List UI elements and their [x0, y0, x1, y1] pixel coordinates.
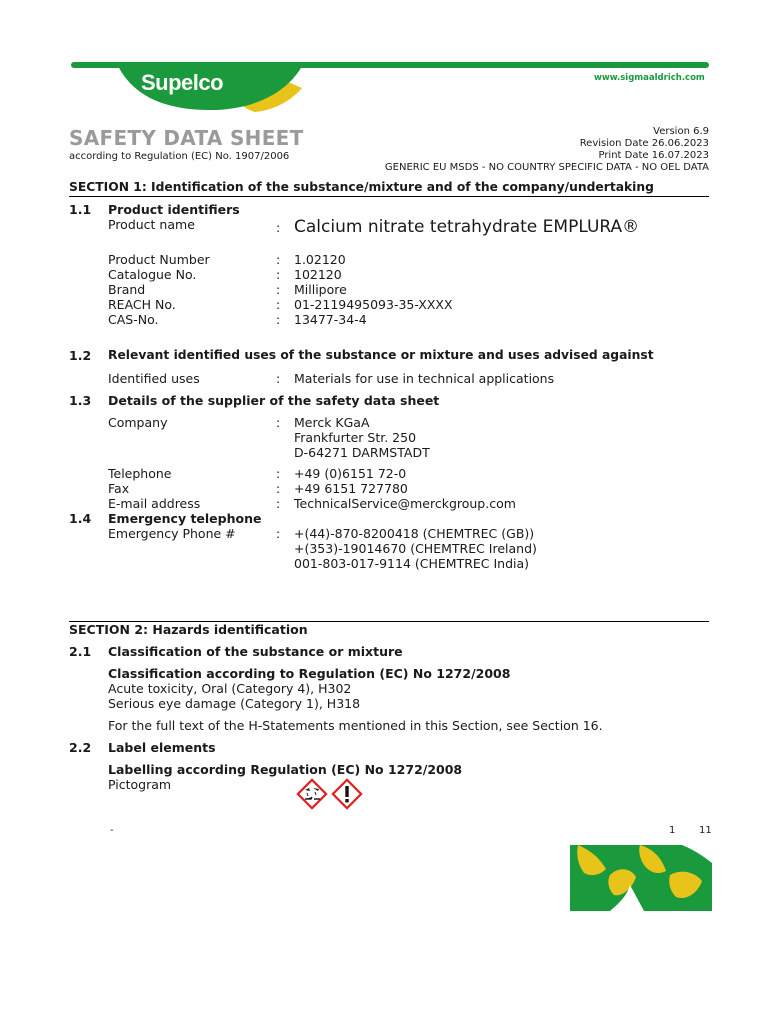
- email-link[interactable]: TechnicalService@merckgroup.com: [294, 496, 516, 511]
- brand-logo: Supelco: [141, 70, 224, 95]
- section1-rule: [69, 196, 709, 197]
- field-value: 102120: [294, 267, 342, 282]
- emergency-line: +(353)-19014670 (CHEMTREC Ireland): [294, 541, 537, 556]
- s22-num: 2.2: [69, 740, 92, 755]
- revision-date: Revision Date 26.06.2023: [579, 138, 709, 149]
- field-label: REACH No.: [108, 297, 176, 312]
- field-label: Product Number: [108, 252, 210, 267]
- s21-title: Classification of the substance or mixture: [108, 644, 403, 659]
- corrosion-pictogram-icon: [295, 777, 329, 811]
- print-date: Print Date 16.07.2023: [598, 150, 709, 161]
- website-url[interactable]: www.sigmaaldrich.com: [594, 73, 705, 83]
- regulation-text: according to Regulation (EC) No. 1907/2006: [69, 151, 290, 162]
- colon: :: [276, 297, 281, 312]
- contact-label: Fax: [108, 481, 130, 496]
- colon: :: [276, 282, 281, 297]
- product-name-value: Calcium nitrate tetrahydrate EMPLURA®: [294, 217, 640, 237]
- s14-num: 1.4: [69, 511, 92, 526]
- field-label: CAS-No.: [108, 312, 159, 327]
- colon: :: [276, 252, 281, 267]
- company-label: Company: [108, 415, 168, 430]
- field-value: 01-2119495093-35-XXXX: [294, 297, 453, 312]
- document-title: SAFETY DATA SHEET: [69, 126, 304, 150]
- contact-label: Telephone: [108, 466, 172, 481]
- company-line: Frankfurter Str. 250: [294, 430, 417, 445]
- exclamation-pictogram-icon: [330, 777, 364, 811]
- s12-num: 1.2: [69, 348, 92, 363]
- field-value: 1.02120: [294, 252, 346, 267]
- classification-item: Serious eye damage (Category 1), H318: [108, 696, 361, 711]
- generic-note: GENERIC EU MSDS - NO COUNTRY SPECIFIC DATA - NO OEL DATA: [384, 162, 709, 173]
- footer-dash: -: [110, 825, 114, 836]
- company-line: Merck KGaA: [294, 415, 370, 430]
- identified-uses-value: Materials for use in technical applications: [294, 371, 555, 386]
- version-text: Version 6.9: [653, 126, 709, 137]
- emergency-label: Emergency Phone #: [108, 526, 236, 541]
- field-value: Millipore: [294, 282, 347, 297]
- s22-title: Label elements: [108, 740, 216, 755]
- s11-title: Product identifiers: [108, 202, 240, 217]
- colon: :: [276, 526, 281, 541]
- pictogram-label: Pictogram: [108, 777, 172, 792]
- emergency-line: +(44)-870-8200418 (CHEMTREC (GB)): [294, 526, 535, 541]
- field-value: 13477-34-4: [294, 312, 367, 327]
- section1-heading: SECTION 1: Identification of the substance/mixture and of the company/undertaking: [69, 180, 654, 194]
- h-statement-note: For the full text of the H-Statements mentioned in this Section, see Section 16.: [108, 718, 603, 733]
- s11-num: 1.1: [69, 202, 92, 217]
- colon: :: [276, 496, 281, 511]
- colon: :: [276, 466, 281, 481]
- colon: :: [276, 371, 281, 386]
- colon: :: [276, 481, 281, 496]
- s13-num: 1.3: [69, 393, 92, 408]
- merck-logo-icon: [570, 845, 712, 911]
- fax-value: +49 6151 727780: [294, 481, 408, 496]
- page-number: 1: [669, 825, 676, 836]
- colon: :: [276, 267, 281, 282]
- s12-title: Relevant identified uses of the substance or mixture and uses advised against: [108, 348, 654, 362]
- field-label: Brand: [108, 282, 146, 297]
- colon: :: [276, 415, 281, 430]
- telephone-value[interactable]: +49 (0)6151 72-0: [294, 466, 407, 481]
- s13-title: Details of the supplier of the safety data sheet: [108, 393, 440, 408]
- emergency-line: 001-803-017-9114 (CHEMTREC India): [294, 556, 530, 571]
- identified-uses-label: Identified uses: [108, 371, 200, 386]
- labelling-title: Labelling according Regulation (EC) No 1272/2008: [108, 762, 463, 777]
- classification-title: Classification according to Regulation (EC) No 1272/2008: [108, 666, 511, 681]
- page-total: 11: [699, 825, 712, 836]
- section2-heading: SECTION 2: Hazards identification: [69, 622, 308, 637]
- s14-title: Emergency telephone: [108, 511, 262, 526]
- field-label: Catalogue No.: [108, 267, 197, 282]
- classification-item: Acute toxicity, Oral (Category 4), H302: [108, 681, 352, 696]
- colon: :: [276, 220, 281, 235]
- product-name-label: Product name: [108, 217, 195, 232]
- s21-num: 2.1: [69, 644, 92, 659]
- company-line: D-64271 DARMSTADT: [294, 445, 430, 460]
- contact-label: E-mail address: [108, 496, 201, 511]
- colon: :: [276, 312, 281, 327]
